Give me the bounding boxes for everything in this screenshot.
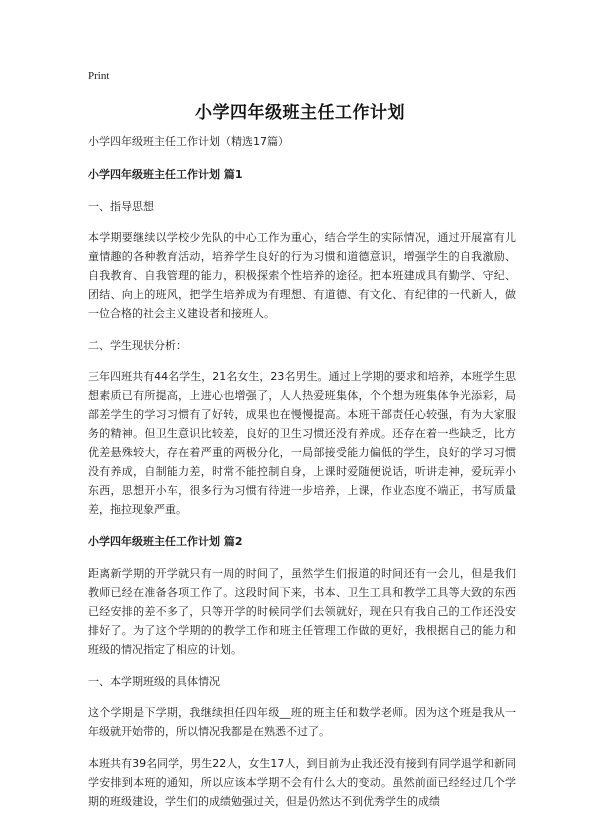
section-1-title: 小学四年级班主任工作计划 篇1 [88,168,243,181]
section-2-heading-class-situation: 一、本学期班级的具体情况 [88,675,220,688]
document-title: 小学四年级班主任工作计划 [195,103,405,123]
document-body [88,132,516,824]
section-2-paragraph-2: 这个学期是下学期，我继续担任四年级__班的班主任和数学老师。因为这个班是我从一年级就开始带的，所以情况我都是在熟悉不过了。 [88,706,516,738]
print-link[interactable]: Print [88,70,110,82]
section-2-title: 小学四年级班主任工作计划 篇2 [88,535,243,548]
section-1-paragraph-1: 本学期要继续以学校少先队的中心工作为重心，结合学生的实际情况，通过开展富有儿童情趣的各种教育活动，培养学生良好的行为习惯和道德意识，增强学生的自我激励、自我教育、自我管理的能力，积极探索个性培养的途径。把本班建成具有勤学、守纪、团结、向上的班风，把学生培养成为有理想、有道德、有文化、有纪律的一代新人，做一位合格的社会主义建设者和接班人。 [88,231,516,320]
section-1-heading-guiding-idea: 一、指导思想 [88,200,154,213]
section-1-heading-student-analysis: 二、学生现状分析： [88,339,187,352]
section-1-paragraph-2: 三年四班共有44名学生，21名女生，23名男生。通过上学期的要求和培养，本班学生思想素质已有所提高，上进心也增强了，人人热爱班集体，个个想为班集体争光添彩，局部差学生的学习习惯有了好转，成果也在慢慢提高。本班干部责任心较强，有为大家服务的精神。但卫生意识比较差，良好的卫生习惯还没有养成。还存在着一些缺乏，比方优差悬殊较大，存在着严重的两极分化，一局部接受能力偏低的学生，良好的学习习惯没有养成，自制能力差，时常不能控制自身，上课时爱随便说话，听讲走神，爱玩弄小东西，思想开小车，很多行为习惯有待进一步培养，上课，作业态度不端正，书写质量差，拖拉现象严重。 [88,370,516,516]
section-2-paragraph-1: 距离新学期的开学就只有一周的时间了，虽然学生们报道的时间还有一会儿，但是我们教师已经在准备各项工作了。这段时间下来，书本、卫生工具和教学工具等大致的东西已经安排的差不多了，只等开学的时候同学们去领就好，现在只有我自己的工作还没安排好了。为了这个学期的的教学工作和班主任管理工作做的更好，我根据自己的能力和班级的情况指定了相应的计划。 [88,567,516,656]
document-subtitle: 小学四年级班主任工作计划（精选17篇） [88,135,289,148]
section-2-paragraph-3: 本班共有39名同学，男生22人，女生17人，到目前为止我还没有接到有同学退学和新同学安排到本班的通知，所以应该本学期不会有什么大的变动。虽然前面已经经过几个学期的班级建设，学生们的成绩勉强过关，但是仍然达不到优秀学生的成绩 [88,757,516,808]
